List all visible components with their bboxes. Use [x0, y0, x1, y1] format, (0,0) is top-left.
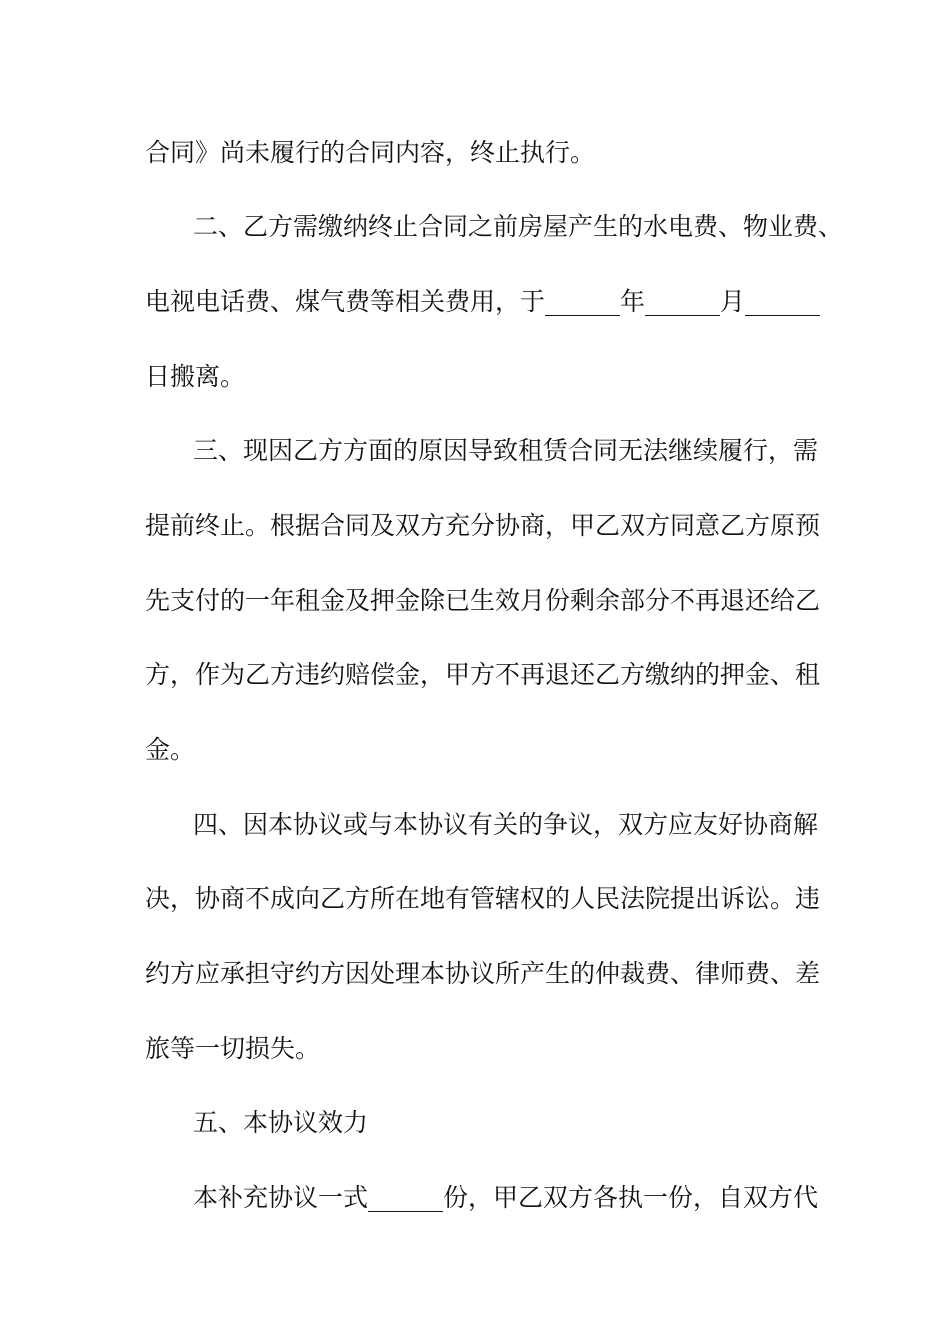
text-line: 合同》尚未履行的合同内容，终止执行。	[145, 138, 596, 167]
text-line: 旅等一切损失。	[145, 1034, 321, 1063]
text-line: 日搬离。	[145, 362, 246, 391]
text-line: 本补充协议一式______份，甲乙双方各执一份，自双方代	[193, 1183, 819, 1212]
text-line: 约方应承担守约方因处理本协议所产生的仲裁费、律师费、差	[145, 959, 821, 988]
section-five-heading: 五、本协议效力	[193, 1108, 369, 1137]
section-three-heading-line: 三、现因乙方方面的原因导致租赁合同无法继续履行，需	[193, 436, 819, 465]
section-two-heading-line: 二、乙方需缴纳终止合同之前房屋产生的水电费、物业费、	[193, 212, 844, 241]
text-line: 决，协商不成向乙方所在地有管辖权的人民法院提出诉讼。违	[145, 884, 821, 913]
text-line: 提前终止。根据合同及双方充分协商，甲乙双方同意乙方原预	[145, 511, 821, 540]
section-four-heading-line: 四、因本协议或与本协议有关的争议，双方应友好协商解	[193, 810, 819, 839]
text-line: 金。	[145, 735, 196, 764]
text-line: 电视电话费、煤气费等相关费用，于______年______月______	[145, 287, 821, 316]
text-line: 先支付的一年租金及押金除已生效月份剩余部分不再退还给乙	[145, 586, 821, 615]
text-line: 方，作为乙方违约赔偿金，甲方不再退还乙方缴纳的押金、租	[145, 660, 821, 689]
